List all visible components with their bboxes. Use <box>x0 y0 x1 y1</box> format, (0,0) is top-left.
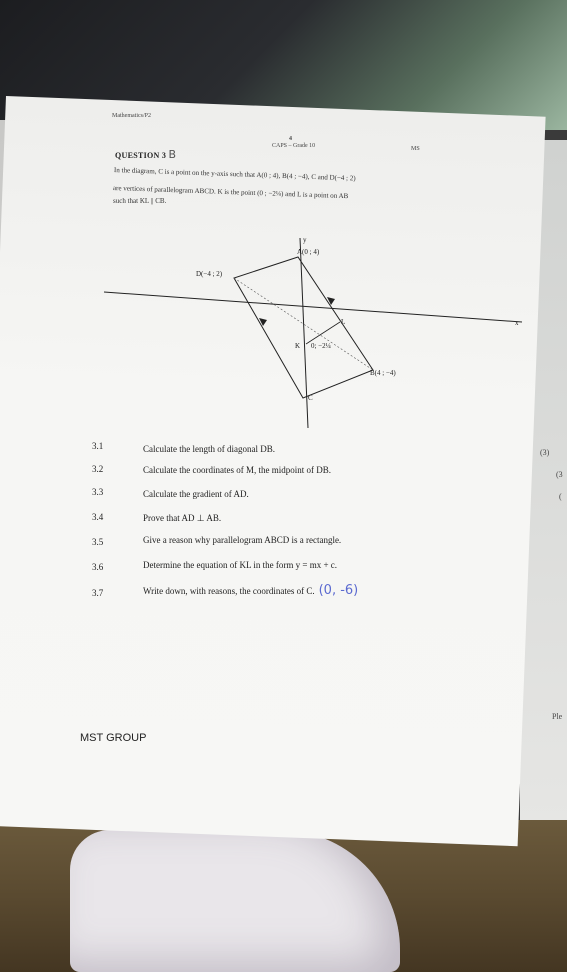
intro-line-2-text: are vertices of parallelogram ABCD. K is the point <box>112 184 256 197</box>
x-axis-label: x <box>515 319 519 327</box>
question-title-text: QUESTION 3 <box>115 151 167 160</box>
item-number: 3.4 <box>92 512 104 522</box>
page-number: 4 <box>289 136 292 142</box>
point-d-label: D(−4 ; 2) <box>196 270 223 278</box>
item-number: 3.6 <box>92 562 104 572</box>
line-kl <box>306 322 340 344</box>
point-a-label: A(0 ; 4) <box>297 248 320 256</box>
point-k-coord: 0; −2¼ <box>311 342 331 350</box>
arrow-ab <box>327 297 335 305</box>
item-text: Give a reason why parallelogram ABCD is a rectangle. <box>143 535 342 545</box>
item-text: Calculate the coordinates of M, the midpoint of DB. <box>143 465 331 475</box>
footer-group: MST GROUP <box>80 732 147 744</box>
arrow-dc <box>259 318 267 326</box>
intro-line-2b: and L is a point on AB <box>285 190 349 201</box>
item-number: 3.1 <box>92 441 104 451</box>
point-b-label: B(4 ; −4) <box>370 369 396 377</box>
item-marks: ( <box>559 492 562 501</box>
intro-point-k: (0 ; −2¼) <box>257 189 284 198</box>
item-marks: (3) <box>540 448 550 457</box>
intro-line-1: In the diagram, C is a point on the y-axis such that A(0 ; 4), B(4 ; −4), C and D(−4 ; 2) <box>113 166 356 183</box>
point-k-label: K <box>295 342 301 350</box>
item-number: 3.2 <box>92 464 104 474</box>
y-axis-label: y <box>303 236 307 244</box>
point-l-label: L <box>341 318 346 326</box>
subject-header: Mathematics/P2 <box>112 113 151 119</box>
item-text-content: Write down, with reasons, the coordinates of C. <box>143 586 315 596</box>
point-c-label: C <box>308 394 313 402</box>
item-text: Calculate the length of diagonal DB. <box>143 444 275 454</box>
item-text <box>143 583 358 598</box>
handwritten-mark: B <box>168 148 177 161</box>
item-number: 3.3 <box>92 487 104 497</box>
grade-header: CAPS – Grade 10 <box>272 143 316 149</box>
item-number: 3.5 <box>92 537 104 547</box>
x-axis-line <box>104 292 522 322</box>
item-marks: (3 <box>556 470 563 479</box>
intro-line-3: such that KL || CB. <box>113 197 167 205</box>
right-edge-text: Ple <box>552 712 563 721</box>
item-text: Prove that AD ⊥ AB. <box>143 513 222 523</box>
item-text: Calculate the gradient of AD. <box>143 489 249 499</box>
code-header: MS <box>411 146 420 152</box>
handwritten-answer: (0, -6) <box>318 583 359 598</box>
item-number: 3.7 <box>92 588 104 598</box>
item-text: Determine the equation of KL in the form y = mx + c. <box>143 560 338 570</box>
